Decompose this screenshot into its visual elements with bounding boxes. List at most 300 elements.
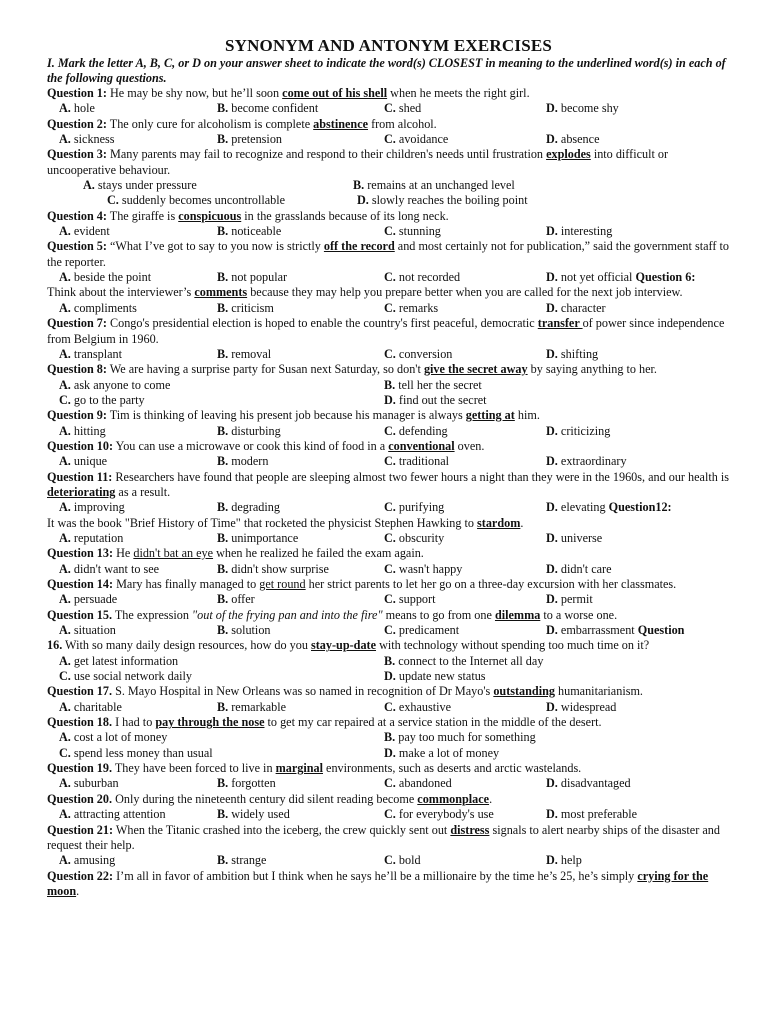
answer-option[interactable] [217,500,384,515]
answer-option[interactable] [59,224,217,239]
stem-text: by saying anything to her. [527,362,657,377]
option-letter: D. [546,699,558,714]
question-stem [47,638,730,653]
underlined-target: explodes [546,147,591,162]
option-text: elevating [560,500,606,515]
answer-option[interactable] [384,623,546,638]
option-text: solution [231,623,271,638]
stem-text: oven. [454,438,485,453]
answer-option[interactable] [217,623,384,638]
stem-text: I’m all in favor of ambition but I think when he says he’ll be a millionaire by the time he’s 25, he’s simply [113,868,638,883]
answer-option[interactable] [546,562,736,577]
answer-option[interactable] [384,347,546,362]
option-letter: B. [217,699,229,714]
answer-option[interactable] [546,454,736,469]
answer-option[interactable] [217,101,384,116]
answer-option[interactable] [59,500,217,515]
question-number: Question 15. [47,607,113,622]
option-letter: B. [217,592,229,607]
answer-option[interactable] [59,853,217,868]
answer-option[interactable] [59,730,384,745]
answer-option[interactable] [217,347,384,362]
option-letter: A. [59,500,71,515]
option-text: remarkable [231,699,287,714]
stem-text: Only during the nineteenth century did silent reading become [112,791,418,806]
option-letter: C. [384,592,396,607]
stem-text: “What I’ve got to say to you now is strictly [106,239,324,254]
option-letter: C. [384,224,396,239]
answer-option[interactable] [59,776,217,791]
option-letter: A. [59,377,71,392]
option-text: obscurity [398,530,445,545]
answer-option[interactable] [59,746,384,761]
option-text: didn't want to see [73,561,160,576]
question-number: Question 2: [47,116,107,131]
instruction-text: I. Mark the letter A, B, C, or D on your answer sheet to indicate the word(s) CLOSEST in meaning to the underlined word(s) in each of the following questions. [47,56,726,85]
option-letter: C. [107,193,119,208]
stem-text: Congo's presidential election is hoped to enable the country's first peaceful, democratic [106,316,538,331]
answer-option[interactable] [217,301,384,316]
answer-option[interactable] [353,178,633,193]
stem-text: because they may help you prepare better when you are called for the next job interview. [247,285,683,300]
option-letter: A. [59,776,71,791]
option-letter: C. [384,530,396,545]
option-letter: D. [384,392,396,407]
option-text: stays under pressure [97,178,197,193]
stem-text: Think about the interviewer’s [47,285,195,300]
option-letter: C. [384,132,396,147]
answer-option[interactable] [59,654,384,669]
underlined-target: didn't bat an eye [133,546,214,561]
answer-option[interactable] [59,562,217,577]
answer-option[interactable] [217,454,384,469]
options-row [47,454,730,469]
question-stem [47,470,730,501]
options-row [47,378,730,393]
stem-text: environments, such as deserts and arctic wastelands. [323,761,582,776]
answer-option[interactable] [546,132,736,147]
option-text: suburban [73,776,119,791]
question-stem [47,285,730,300]
underlined-target: stardom [477,515,521,530]
answer-option[interactable] [217,562,384,577]
option-text: noticeable [231,224,282,239]
option-letter: B. [217,300,229,315]
option-letter: A. [59,454,71,469]
answer-option[interactable] [59,347,217,362]
stem-text: We are having a surprise party for Susan next Saturday, so don't [106,362,424,377]
answer-option[interactable] [357,193,657,208]
option-text: attracting attention [73,807,166,822]
option-letter: D. [546,530,558,545]
option-text: not yet official [560,270,633,285]
answer-option[interactable] [59,101,217,116]
answer-option[interactable] [217,592,384,607]
option-text: make a lot of money [398,745,500,760]
answer-option[interactable] [546,424,736,439]
option-text: charitable [73,699,122,714]
option-letter: A. [59,423,71,438]
option-text: evident [73,224,110,239]
answer-option[interactable] [59,270,217,285]
stem-text: humanitarianism. [554,684,643,699]
option-letter: B. [217,776,229,791]
option-letter: B. [217,853,229,868]
question-stem [47,516,730,531]
answer-option[interactable] [384,270,546,285]
stem-text: Many parents may fail to recognize and respond to their children's needs until frustration [106,147,547,162]
option-letter: B. [353,178,365,193]
question-stem [47,869,730,900]
answer-option[interactable] [59,378,384,393]
answer-option[interactable] [384,132,546,147]
option-text: degrading [231,500,280,515]
option-text: offer [231,592,255,607]
stem-text: Mary has finally managed to [113,577,260,591]
underlined-target: outstanding [493,684,555,699]
answer-option[interactable] [384,807,546,822]
question-number: Question 7: [47,316,107,331]
option-letter: B. [217,132,229,147]
option-letter: A. [59,807,71,822]
option-text: absence [560,132,600,147]
answer-option[interactable] [59,424,217,439]
stem-text: He [113,546,134,561]
answer-option[interactable] [384,454,546,469]
answer-option[interactable] [384,224,546,239]
option-letter: C. [384,346,396,361]
answer-option[interactable] [59,132,217,147]
option-text: support [398,592,436,607]
answer-option[interactable] [546,224,736,239]
option-text: stunning [398,224,441,239]
option-text: persuade [73,592,118,607]
options-row [47,562,730,577]
answer-option[interactable] [384,654,684,669]
option-text: criticizing [560,423,611,438]
question-number: 16. [47,638,63,653]
option-letter: B. [217,346,229,361]
answer-option[interactable] [546,853,736,868]
option-text: reputation [73,530,124,545]
answer-option[interactable] [546,623,736,638]
option-letter: B. [217,270,229,285]
underlined-target: commonplace [417,791,490,806]
stem-text: S. Mayo Hospital in New Orleans was so named in recognition of Dr Mayo's [112,684,494,699]
question-stem [47,577,730,592]
stem-text: with technology without spending too much time on it? [376,638,650,653]
answer-option[interactable] [217,807,384,822]
option-letter: A. [59,530,71,545]
answer-option[interactable] [59,669,384,684]
option-text: become shy [560,101,619,116]
question-number: Question 5: [47,239,107,254]
answer-option[interactable] [546,592,736,607]
question-stem [47,408,730,423]
stem-text: him. [514,408,540,423]
option-text: modern [231,454,269,469]
options-row [47,669,730,684]
option-text: widely used [231,807,290,822]
stem-text: He may be shy now, but he’ll soon [106,86,283,100]
answer-option[interactable] [59,623,217,638]
answer-option[interactable] [546,807,736,822]
stem-text: With so many daily design resources, how do you [62,638,311,653]
option-letter: D. [384,669,396,684]
question-number: Question 17. [47,684,113,699]
stem-text: . [520,515,524,530]
option-letter: A. [59,561,71,576]
option-letter: D. [546,423,558,438]
options-row [47,178,730,193]
options-row [47,592,730,607]
question-stem [47,316,730,347]
stem-text: . [76,883,80,898]
option-text: bold [398,853,421,868]
answer-option[interactable] [217,776,384,791]
option-letter: D. [384,745,396,760]
answer-option[interactable] [546,347,736,362]
option-text: not popular [231,270,288,285]
worksheet-page [47,36,730,899]
stem-text: The giraffe is [106,208,179,223]
answer-option[interactable] [384,531,546,546]
option-letter: D. [546,807,558,822]
options-row [47,132,730,147]
answer-option[interactable] [59,454,217,469]
question-number: Question 19. [47,761,113,776]
question-stem [47,823,730,854]
answer-option[interactable] [59,393,384,408]
answer-option[interactable] [217,700,384,715]
stem-text: . [489,791,493,806]
stem-text: her strict parents to let her go on a three-day excursion with her classmates. [305,577,677,591]
options-row [47,654,730,669]
option-letter: B. [384,377,396,392]
stem-text: signals to alert nearby ships of the disaster and request their help. [47,822,720,852]
option-letter: D. [546,454,558,469]
option-text: remains at an unchanged level [367,178,515,193]
option-letter: B. [384,653,396,668]
option-text: strange [231,853,267,868]
question-number: Question 11: [47,469,113,484]
stem-text: to get my car repaired at a service station in the middle of the desert. [264,715,602,730]
option-letter: D. [546,561,558,576]
underlined-target: crying for the moon [47,868,709,898]
question-stem [47,239,730,270]
answer-option[interactable] [384,669,684,684]
answer-option[interactable] [384,776,546,791]
option-letter: C. [384,623,396,638]
question-number: Question 1: [47,86,107,100]
answer-option[interactable] [83,178,353,193]
option-letter: D. [546,132,558,147]
question-number: Question 22: [47,868,114,883]
option-letter: B. [217,561,229,576]
option-letter: A. [59,270,71,285]
underlined-target: stay-up-date [311,638,377,653]
answer-option[interactable] [384,101,546,116]
underlined-target: get round [259,577,306,591]
option-letter: D. [546,300,558,315]
question-number: Question 10: [47,438,114,453]
answer-option[interactable] [217,853,384,868]
options-row [47,393,730,408]
question-number: Question 20. [47,791,113,806]
question-stem [47,147,730,178]
option-text: removal [231,346,272,361]
answer-option[interactable] [546,101,736,116]
option-letter: D. [546,853,558,868]
question-stem [47,761,730,776]
answer-option[interactable] [384,746,684,761]
answer-option[interactable] [546,500,736,515]
option-text: spend less money than usual [73,745,213,760]
option-text: improving [73,500,125,515]
option-text: beside the point [73,270,152,285]
underlined-target: give the secret away [423,362,528,377]
option-text: forgotten [231,776,276,791]
option-text: suddenly becomes uncontrollable [121,193,286,208]
option-text: amusing [73,853,116,868]
option-letter: B. [217,623,229,638]
answer-option[interactable] [59,531,217,546]
answer-option[interactable] [384,424,546,439]
option-text: sickness [73,132,115,147]
option-letter: A. [83,178,95,193]
option-text: conversion [398,346,453,361]
answer-option[interactable] [384,562,546,577]
option-letter: D. [357,193,369,208]
option-letter: B. [217,530,229,545]
page-title: SYNONYM AND ANTONYM EXERCISES [224,36,553,55]
options-row [47,730,730,745]
answer-option[interactable] [546,700,736,715]
question-stem [47,117,730,132]
answer-option[interactable] [546,776,736,791]
answer-option[interactable] [546,301,736,316]
answer-option[interactable] [59,592,217,607]
answer-option[interactable] [59,700,217,715]
option-letter: C. [384,776,396,791]
option-text: situation [73,623,116,638]
answer-option[interactable] [546,531,736,546]
option-text: hole [73,101,95,116]
option-letter: D. [546,592,558,607]
answer-option[interactable] [384,301,546,316]
question-number: Question 3: [47,147,107,162]
underlined-target: conspicuous [178,208,242,223]
answer-option[interactable] [384,500,546,515]
stem-text: of power since independence from Belgium in 1960. [47,316,725,346]
underlined-target: comments [194,285,248,300]
stem-text: as a result. [115,484,171,499]
next-question-label: Question [637,623,685,638]
option-text: shifting [560,346,599,361]
options-row [47,853,730,868]
option-letter: B. [217,423,229,438]
stem-text: The expression [112,607,193,622]
option-letter: C. [384,270,396,285]
option-letter: D. [546,623,558,638]
option-letter: C. [59,392,71,407]
answer-option[interactable] [384,393,684,408]
options-row [47,270,730,285]
stem-text: When the Titanic crashed into the iceberg, the crew quickly sent out [113,822,451,837]
option-letter: B. [217,224,229,239]
answer-option[interactable] [384,853,546,868]
answer-option[interactable] [384,730,684,745]
options-row [47,224,730,239]
answer-option[interactable] [384,592,546,607]
answer-option[interactable] [384,378,684,393]
option-text: tell her the secret [398,377,482,392]
answer-option[interactable] [107,193,357,208]
answer-option[interactable] [384,700,546,715]
underlined-target: dilemma [494,607,541,622]
stem-text: Tim is thinking of leaving his present job because his manager is always [106,408,466,423]
stem-text: into difficult or uncooperative behaviour. [47,147,669,177]
option-text: didn't care [560,561,612,576]
option-text: cost a lot of money [73,730,168,745]
option-text: avoidance [398,132,449,147]
question-stem [47,546,730,561]
underlined-target: conventional [388,438,455,453]
option-letter: B. [217,807,229,822]
option-text: pay too much for something [398,730,536,745]
answer-option[interactable] [59,301,217,316]
stem-text: It was the book "Brief History of Time" that rocketed the physicist Stephen Hawking to [47,515,478,530]
question-stem [47,684,730,699]
option-text: most preferable [560,807,638,822]
answer-option[interactable] [59,807,217,822]
options-row [47,746,730,761]
option-text: pretension [231,132,283,147]
answer-option[interactable] [217,424,384,439]
option-text: unimportance [231,530,299,545]
question-number: Question 21: [47,822,114,837]
question-stem [47,86,730,101]
answer-option[interactable] [217,270,384,285]
option-letter: C. [384,699,396,714]
answer-option[interactable] [217,132,384,147]
answer-option[interactable] [546,270,736,285]
answer-option[interactable] [217,531,384,546]
option-letter: A. [59,699,71,714]
option-text: widespread [560,699,617,714]
option-letter: D. [546,101,558,116]
next-question-label: Question12: [608,500,672,515]
option-text: go to the party [73,392,145,407]
answer-option[interactable] [217,224,384,239]
option-text: not recorded [398,270,461,285]
option-letter: C. [59,745,71,760]
question-stem [47,715,730,730]
underlined-target: abstinence [313,116,369,131]
option-text: defending [398,423,448,438]
question-stem [47,439,730,454]
quoted-expression: "out of the frying pan and into the fire" [192,607,383,622]
underlined-target: getting at [465,408,515,423]
options-row [47,193,730,208]
option-letter: D. [546,270,558,285]
option-text: use social network daily [73,669,193,684]
option-letter: C. [384,300,396,315]
option-text: ask anyone to come [73,377,171,392]
option-letter: C. [384,807,396,822]
option-text: universe [560,530,603,545]
option-letter: A. [59,132,71,147]
